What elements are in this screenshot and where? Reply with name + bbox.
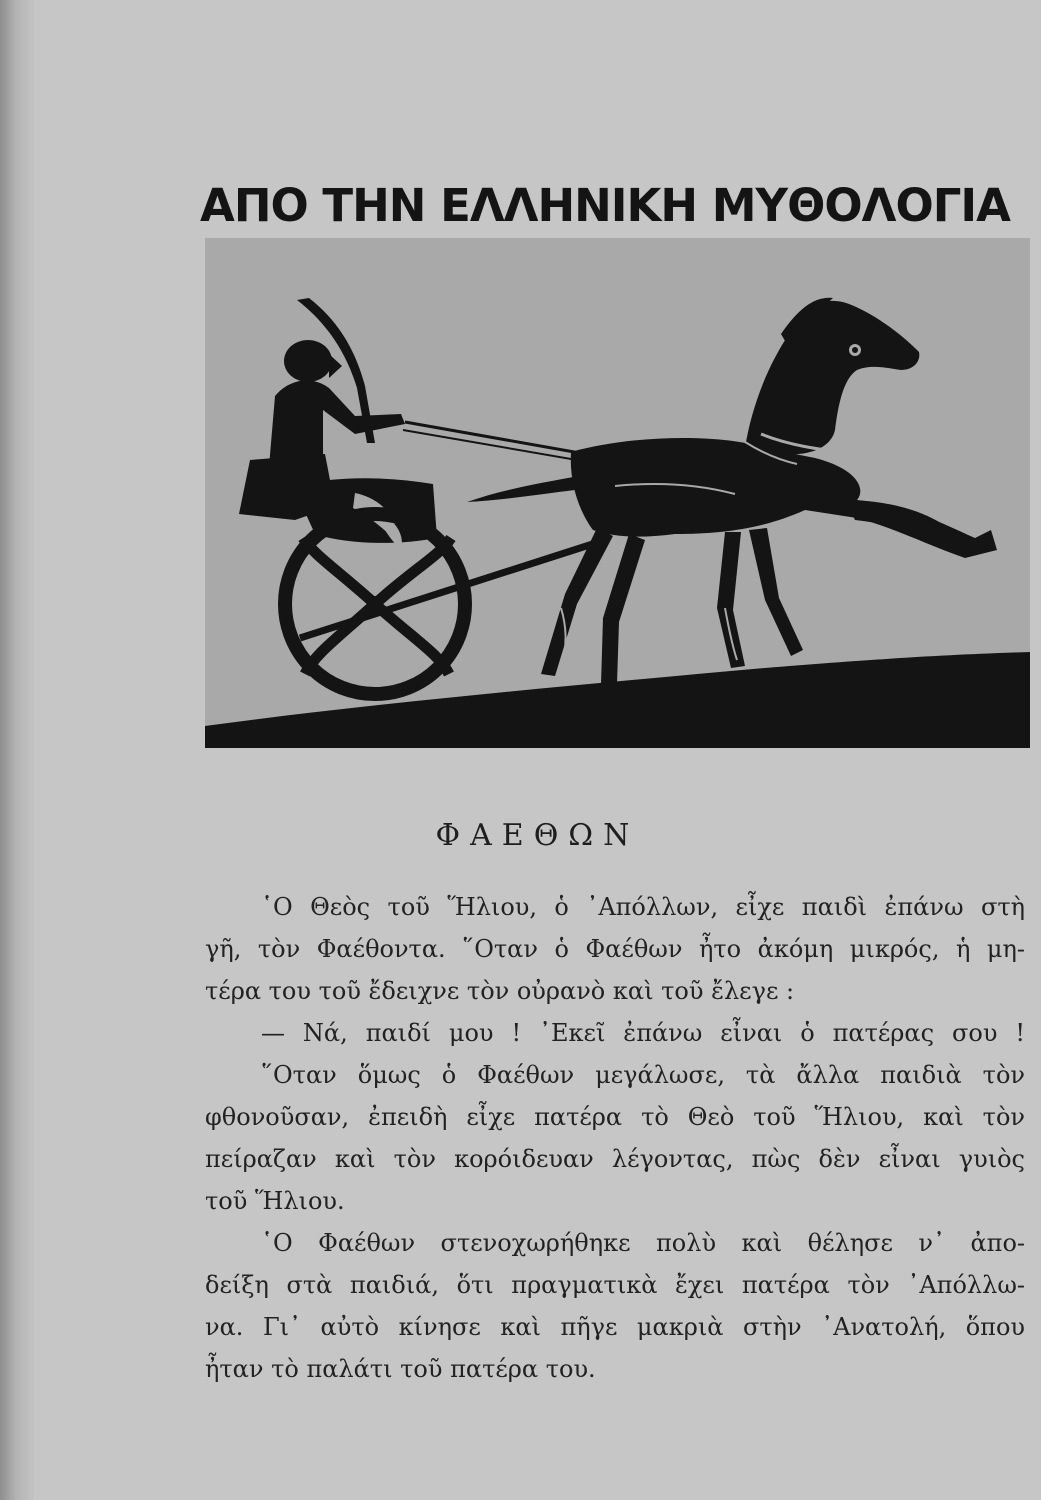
body-line: δείξη στὰ παιδιά, ὅτι πραγματικὰ ἔχει πατέρα τὸν ᾿Απόλλω-	[205, 1271, 1025, 1299]
story-body	[205, 886, 1025, 1390]
body-line: τέρα του τοῦ ἔδειχνε τὸν οὐρανὸ καὶ τοῦ ἔλεγε :	[205, 977, 795, 1005]
body-line: ἦταν τὸ παλάτι τοῦ πατέρα του.	[205, 1355, 596, 1383]
charioteer-horse-chariot-illustration	[205, 238, 1030, 748]
binding-edge	[0, 0, 34, 1500]
illustration	[205, 238, 1030, 748]
body-line: ῾Ο Φαέθων στενοχωρήθηκε πολὺ καὶ θέλησε ν᾿ ἀπο-	[261, 1229, 1025, 1257]
body-line: να. Γι᾿ αὐτὸ κίνησε καὶ πῆγε μακριὰ στὴν ᾿Ανατολή, ὅπου	[205, 1313, 1025, 1341]
page-heading: ΑΠΟ ΤΗΝ ΕΛΛΗΝΙΚΗ ΜΥΘΟΛΟΓΙΑ	[200, 179, 1010, 232]
body-line: γῆ, τὸν Φαέθοντα. ῞Οταν ὁ Φαέθων ἦτο ἀκόμη μικρός, ἡ μη-	[205, 935, 1025, 963]
body-line: ῾Ο Θεὸς τοῦ Ἥλιου, ὁ ᾿Απόλλων, εἶχε παιδὶ ἐπάνω στὴ	[261, 893, 1025, 921]
story-title: ΦΑΕΘΩΝ	[435, 818, 640, 853]
body-line: τοῦ Ἥλιου.	[205, 1187, 345, 1215]
body-line: φθονοῦσαν, ἐπειδὴ εἶχε πατέρα τὸ Θεὸ τοῦ Ἥλιου, καὶ τὸν	[205, 1103, 1025, 1131]
body-line: — Νά, παιδί μου ! ᾿Εκεῖ ἐπάνω εἶναι ὁ πατέρας σου !	[261, 1019, 1025, 1047]
body-line: πείραζαν καὶ τὸν κορόιδευαν λέγοντας, πὼς δὲν εἶναι γυιὸς	[205, 1145, 1025, 1173]
body-line: ῞Οταν ὅμως ὁ Φαέθων μεγάλωσε, τὰ ἄλλα παιδιὰ τὸν	[261, 1061, 1025, 1089]
